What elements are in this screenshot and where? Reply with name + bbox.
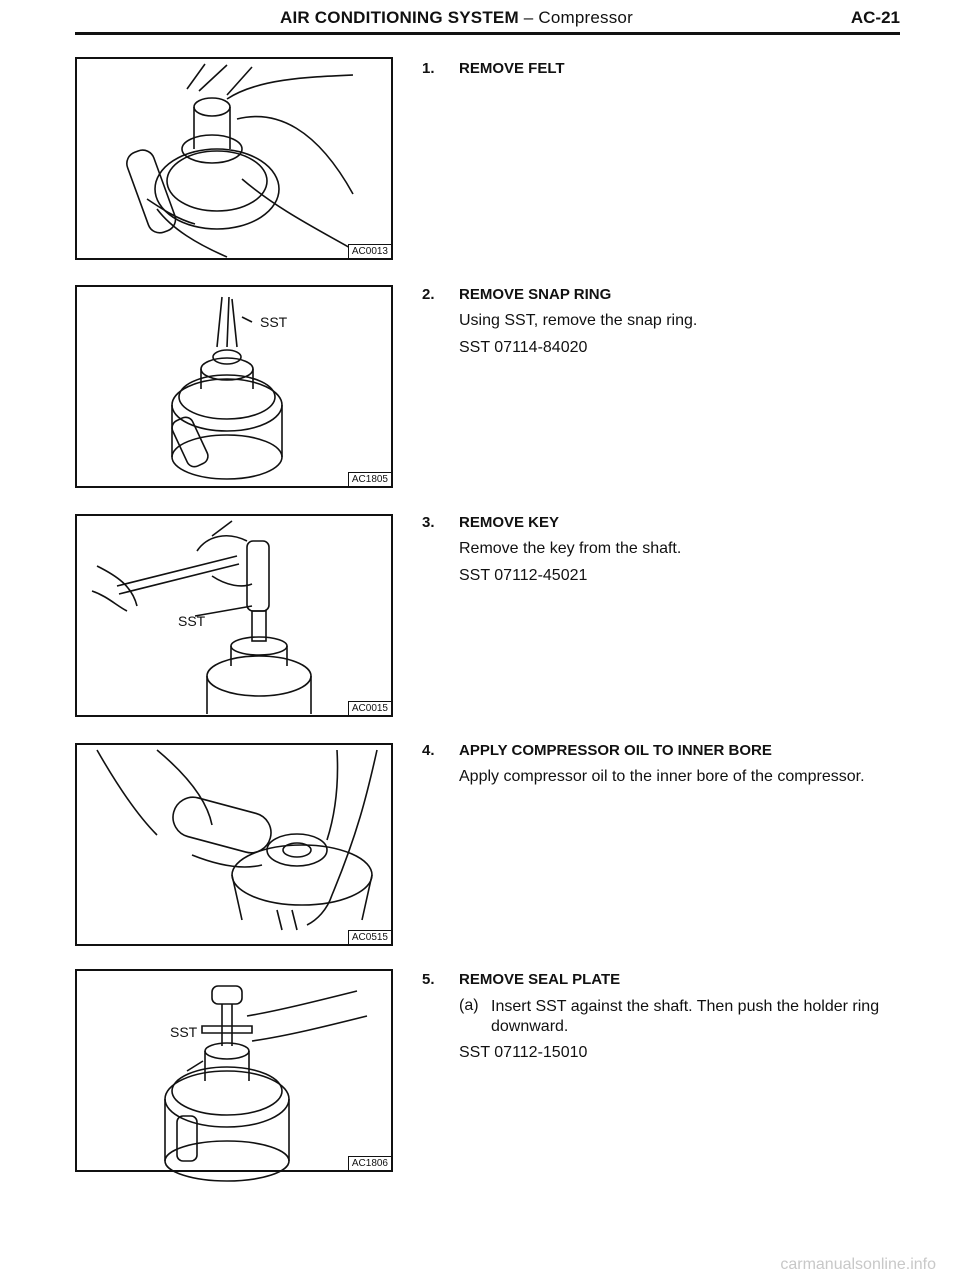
header-rule (75, 32, 900, 35)
figure-code: AC1805 (348, 472, 391, 486)
title-separator: – (518, 8, 539, 27)
sst-callout: SST (178, 613, 206, 629)
step-5 (422, 971, 912, 1071)
step-heading: REMOVE SNAP RING (459, 286, 612, 303)
remove-key-illustration (77, 516, 391, 717)
step-heading: REMOVE KEY (459, 514, 560, 531)
remove-felt-illustration (77, 59, 391, 258)
step-heading: REMOVE FELT (459, 60, 565, 77)
figure-code: AC0013 (348, 244, 391, 258)
subsection-name: Compressor (538, 8, 633, 27)
apply-oil-illustration (77, 745, 391, 946)
sst-callout: SST (170, 1024, 198, 1040)
step-number: 2. (422, 286, 435, 303)
step-4 (422, 742, 912, 794)
section-name: AIR CONDITIONING SYSTEM (280, 8, 519, 27)
step-number: 4. (422, 742, 435, 759)
step-text: Using SST, remove the snap ring. (459, 312, 698, 329)
step-1 (422, 60, 912, 84)
figure-remove-felt (75, 57, 393, 260)
step-number: 3. (422, 514, 435, 531)
step-heading: REMOVE SEAL PLATE (459, 971, 621, 988)
step-3 (422, 514, 912, 594)
section-title (280, 8, 633, 28)
step-2 (422, 286, 912, 366)
step-text: Remove the key from the shaft. (459, 540, 682, 557)
substep-label: (a) (459, 997, 479, 1014)
sst-part-number: SST 07112-45021 (459, 567, 588, 584)
watermark: carmanualsonline.info (780, 1256, 936, 1273)
figure-code: AC0015 (348, 701, 391, 715)
sst-part-number: SST 07114-84020 (459, 339, 588, 356)
seal-plate-illustration (77, 971, 391, 1185)
figure-code: AC0515 (348, 930, 391, 944)
figure-code: AC1806 (348, 1156, 391, 1170)
page-header (75, 4, 900, 34)
substep-text: Insert SST against the shaft. Then push the holder ring downward. (491, 998, 880, 1035)
figure-remove-key (75, 514, 393, 717)
sst-callout: SST (260, 314, 288, 330)
sst-part-number: SST 07112-15010 (459, 1044, 588, 1061)
step-number: 5. (422, 971, 435, 988)
figure-snap-ring (75, 285, 393, 488)
step-text: Apply compressor oil to the inner bore of the compressor. (459, 768, 865, 785)
step-heading: APPLY COMPRESSOR OIL TO INNER BORE (459, 742, 772, 759)
figure-apply-oil (75, 743, 393, 946)
snap-ring-illustration (77, 287, 391, 486)
page-number: AC-21 (850, 8, 900, 27)
step-number: 1. (422, 60, 435, 77)
figure-seal-plate (75, 969, 393, 1172)
